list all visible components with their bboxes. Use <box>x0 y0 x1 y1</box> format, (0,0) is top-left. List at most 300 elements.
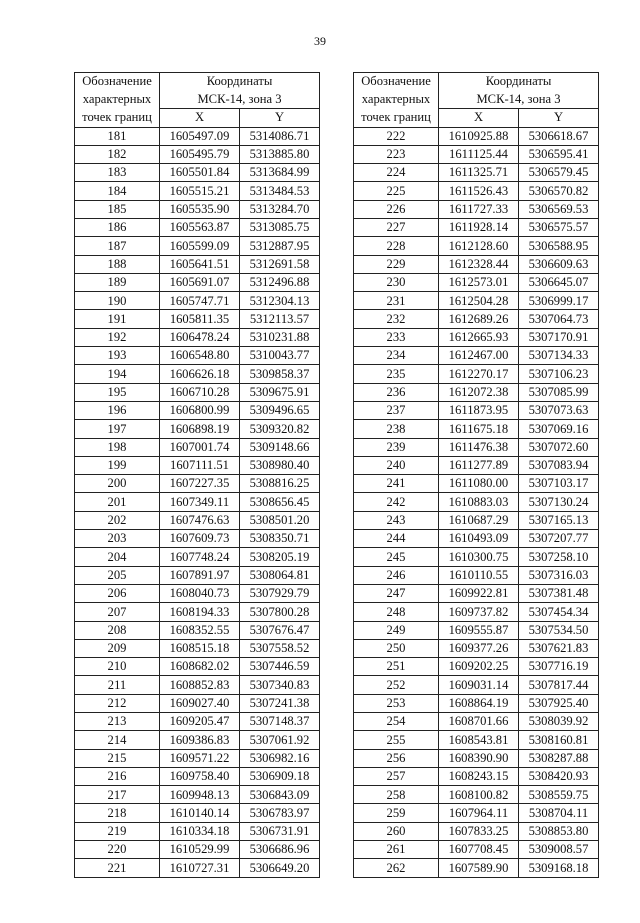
x-coordinate-cell: 1609205.47 <box>160 713 240 731</box>
point-number-cell: 219 <box>75 822 160 840</box>
y-coordinate-cell: 5306609.63 <box>519 255 599 273</box>
table-row <box>75 548 320 566</box>
y-coordinate-cell: 5308287.88 <box>519 749 599 767</box>
x-coordinate-cell: 1607708.45 <box>439 841 519 859</box>
table-row <box>75 859 320 877</box>
table-row <box>75 273 320 291</box>
point-number-cell: 202 <box>75 511 160 529</box>
table-row <box>354 621 599 639</box>
table-row <box>354 603 599 621</box>
x-coordinate-cell: 1610300.75 <box>439 548 519 566</box>
point-number-cell: 213 <box>75 713 160 731</box>
y-coordinate-cell: 5306570.82 <box>519 182 599 200</box>
x-coordinate-cell: 1609377.26 <box>439 639 519 657</box>
point-label-header-line1: Обозначение <box>354 73 439 91</box>
point-number-cell: 216 <box>75 767 160 785</box>
table-row <box>354 310 599 328</box>
table-row <box>75 749 320 767</box>
x-coordinate-cell: 1605563.87 <box>160 218 240 236</box>
coords-header-line1: Координаты <box>160 73 320 91</box>
y-coordinate-cell: 5313085.75 <box>240 218 320 236</box>
x-coordinate-cell: 1610110.55 <box>439 566 519 584</box>
y-coordinate-cell: 5306982.16 <box>240 749 320 767</box>
y-coordinate-cell: 5307454.34 <box>519 603 599 621</box>
point-number-cell: 257 <box>354 767 439 785</box>
table-row <box>75 530 320 548</box>
point-number-cell: 252 <box>354 676 439 694</box>
y-coordinate-cell: 5312887.95 <box>240 237 320 255</box>
point-number-cell: 195 <box>75 383 160 401</box>
y-coordinate-cell: 5308656.45 <box>240 493 320 511</box>
x-coordinate-cell: 1609555.87 <box>439 621 519 639</box>
point-number-cell: 228 <box>354 237 439 255</box>
y-coordinate-cell: 5310231.88 <box>240 328 320 346</box>
y-coordinate-cell: 5308039.92 <box>519 713 599 731</box>
point-number-cell: 208 <box>75 621 160 639</box>
table-row <box>354 145 599 163</box>
table-row <box>354 786 599 804</box>
x-coordinate-cell: 1607833.25 <box>439 822 519 840</box>
table-row <box>75 383 320 401</box>
y-coordinate-cell: 5314086.71 <box>240 127 320 145</box>
point-number-cell: 236 <box>354 383 439 401</box>
x-coordinate-cell: 1606548.80 <box>160 347 240 365</box>
y-coordinate-cell: 5307800.28 <box>240 603 320 621</box>
table-row <box>354 273 599 291</box>
x-coordinate-cell: 1609922.81 <box>439 584 519 602</box>
table-row <box>75 255 320 273</box>
point-number-cell: 215 <box>75 749 160 767</box>
table-row <box>75 200 320 218</box>
x-coordinate-cell: 1608194.33 <box>160 603 240 621</box>
point-number-cell: 197 <box>75 420 160 438</box>
y-coordinate-cell: 5308853.80 <box>519 822 599 840</box>
x-coordinate-cell: 1612328.44 <box>439 255 519 273</box>
y-coordinate-cell: 5307925.40 <box>519 694 599 712</box>
table-row <box>75 182 320 200</box>
point-number-cell: 258 <box>354 786 439 804</box>
point-number-cell: 229 <box>354 255 439 273</box>
point-number-cell: 220 <box>75 841 160 859</box>
x-header: X <box>439 109 519 128</box>
y-coordinate-cell: 5307064.73 <box>519 310 599 328</box>
table-row <box>354 255 599 273</box>
y-coordinate-cell: 5307258.10 <box>519 548 599 566</box>
table-row <box>354 658 599 676</box>
x-coordinate-cell: 1609031.14 <box>439 676 519 694</box>
point-number-cell: 241 <box>354 475 439 493</box>
table-row <box>354 383 599 401</box>
y-coordinate-cell: 5307621.83 <box>519 639 599 657</box>
x-coordinate-cell: 1608040.73 <box>160 584 240 602</box>
table-row <box>75 218 320 236</box>
x-coordinate-cell: 1612072.38 <box>439 383 519 401</box>
point-number-cell: 203 <box>75 530 160 548</box>
x-coordinate-cell: 1609202.25 <box>439 658 519 676</box>
x-coordinate-cell: 1609027.40 <box>160 694 240 712</box>
y-coordinate-cell: 5307446.59 <box>240 658 320 676</box>
y-coordinate-cell: 5308501.20 <box>240 511 320 529</box>
table-row <box>354 749 599 767</box>
x-coordinate-cell: 1606800.99 <box>160 401 240 419</box>
x-coordinate-cell: 1612128.60 <box>439 237 519 255</box>
x-coordinate-cell: 1607111.51 <box>160 456 240 474</box>
y-coordinate-cell: 5307716.19 <box>519 658 599 676</box>
y-coordinate-cell: 5307072.60 <box>519 438 599 456</box>
x-coordinate-cell: 1611675.18 <box>439 420 519 438</box>
y-coordinate-cell: 5307073.63 <box>519 401 599 419</box>
table-row <box>75 713 320 731</box>
table-row <box>75 401 320 419</box>
x-coordinate-cell: 1612689.26 <box>439 310 519 328</box>
y-coordinate-cell: 5307381.48 <box>519 584 599 602</box>
y-coordinate-cell: 5306645.07 <box>519 273 599 291</box>
y-coordinate-cell: 5306909.18 <box>240 767 320 785</box>
point-number-cell: 221 <box>75 859 160 877</box>
y-coordinate-cell: 5308160.81 <box>519 731 599 749</box>
point-number-cell: 262 <box>354 859 439 877</box>
table-row <box>354 530 599 548</box>
point-number-cell: 181 <box>75 127 160 145</box>
table-row <box>75 584 320 602</box>
point-number-cell: 237 <box>354 401 439 419</box>
y-coordinate-cell: 5309496.65 <box>240 401 320 419</box>
table-row <box>354 420 599 438</box>
point-number-cell: 210 <box>75 658 160 676</box>
x-coordinate-cell: 1609737.82 <box>439 603 519 621</box>
table-row <box>354 767 599 785</box>
y-coordinate-cell: 5306783.97 <box>240 804 320 822</box>
y-coordinate-cell: 5306686.96 <box>240 841 320 859</box>
x-coordinate-cell: 1611277.89 <box>439 456 519 474</box>
table-row <box>75 603 320 621</box>
y-coordinate-cell: 5308559.75 <box>519 786 599 804</box>
point-number-cell: 253 <box>354 694 439 712</box>
point-number-cell: 184 <box>75 182 160 200</box>
table-row <box>75 438 320 456</box>
point-number-cell: 246 <box>354 566 439 584</box>
table-row <box>354 804 599 822</box>
x-coordinate-cell: 1606710.28 <box>160 383 240 401</box>
x-coordinate-cell: 1612573.01 <box>439 273 519 291</box>
y-coordinate-cell: 5307083.94 <box>519 456 599 474</box>
x-coordinate-cell: 1607227.35 <box>160 475 240 493</box>
x-coordinate-cell: 1609571.22 <box>160 749 240 767</box>
page-number: 39 <box>314 34 326 48</box>
y-coordinate-cell: 5313684.99 <box>240 164 320 182</box>
x-coordinate-cell: 1612665.93 <box>439 328 519 346</box>
table-row <box>75 475 320 493</box>
point-number-cell: 222 <box>354 127 439 145</box>
point-number-cell: 185 <box>75 200 160 218</box>
point-number-cell: 247 <box>354 584 439 602</box>
y-coordinate-cell: 5306579.45 <box>519 164 599 182</box>
table-row <box>354 493 599 511</box>
point-number-cell: 231 <box>354 292 439 310</box>
y-coordinate-cell: 5307061.92 <box>240 731 320 749</box>
table-row <box>354 731 599 749</box>
table-row <box>354 218 599 236</box>
x-coordinate-cell: 1607001.74 <box>160 438 240 456</box>
table-row <box>75 639 320 657</box>
x-coordinate-cell: 1610529.99 <box>160 841 240 859</box>
x-coordinate-cell: 1609386.83 <box>160 731 240 749</box>
point-number-cell: 182 <box>75 145 160 163</box>
x-coordinate-cell: 1605599.09 <box>160 237 240 255</box>
y-coordinate-cell: 5313484.53 <box>240 182 320 200</box>
x-coordinate-cell: 1609758.40 <box>160 767 240 785</box>
x-coordinate-cell: 1610493.09 <box>439 530 519 548</box>
coords-header-line2: МСК-14, зона 3 <box>160 91 320 109</box>
point-number-cell: 206 <box>75 584 160 602</box>
y-coordinate-cell: 5308420.93 <box>519 767 599 785</box>
point-number-cell: 234 <box>354 347 439 365</box>
x-coordinate-cell: 1608390.90 <box>439 749 519 767</box>
point-number-cell: 235 <box>354 365 439 383</box>
table-row <box>354 475 599 493</box>
x-coordinate-cell: 1607964.11 <box>439 804 519 822</box>
x-coordinate-cell: 1608515.18 <box>160 639 240 657</box>
y-coordinate-cell: 5306731.91 <box>240 822 320 840</box>
x-coordinate-cell: 1610925.88 <box>439 127 519 145</box>
point-number-cell: 250 <box>354 639 439 657</box>
table-row <box>354 456 599 474</box>
y-header: Y <box>519 109 599 128</box>
x-coordinate-cell: 1607748.24 <box>160 548 240 566</box>
point-number-cell: 200 <box>75 475 160 493</box>
table-row <box>75 731 320 749</box>
y-coordinate-cell: 5307165.13 <box>519 511 599 529</box>
y-coordinate-cell: 5307085.99 <box>519 383 599 401</box>
x-coordinate-cell: 1605497.09 <box>160 127 240 145</box>
point-number-cell: 217 <box>75 786 160 804</box>
y-coordinate-cell: 5308980.40 <box>240 456 320 474</box>
point-label-header-line1: Обозначение <box>75 73 160 91</box>
point-number-cell: 188 <box>75 255 160 273</box>
x-header: X <box>160 109 240 128</box>
table-row <box>75 786 320 804</box>
table-row <box>354 584 599 602</box>
table-row <box>354 859 599 877</box>
y-coordinate-cell: 5313284.70 <box>240 200 320 218</box>
y-coordinate-cell: 5309858.37 <box>240 365 320 383</box>
point-label-header-line2: характерных <box>354 91 439 109</box>
x-coordinate-cell: 1605495.79 <box>160 145 240 163</box>
table-row <box>354 566 599 584</box>
point-number-cell: 230 <box>354 273 439 291</box>
x-coordinate-cell: 1608100.82 <box>439 786 519 804</box>
table-row <box>354 401 599 419</box>
x-coordinate-cell: 1612270.17 <box>439 365 519 383</box>
point-number-cell: 196 <box>75 401 160 419</box>
table-row <box>75 767 320 785</box>
table-row <box>75 566 320 584</box>
point-number-cell: 187 <box>75 237 160 255</box>
table-row <box>75 822 320 840</box>
y-coordinate-cell: 5309008.57 <box>519 841 599 859</box>
y-coordinate-cell: 5309168.18 <box>519 859 599 877</box>
y-coordinate-cell: 5307929.79 <box>240 584 320 602</box>
point-number-cell: 189 <box>75 273 160 291</box>
y-coordinate-cell: 5307134.33 <box>519 347 599 365</box>
y-coordinate-cell: 5307558.52 <box>240 639 320 657</box>
table-row <box>354 292 599 310</box>
x-coordinate-cell: 1608543.81 <box>439 731 519 749</box>
y-coordinate-cell: 5306575.57 <box>519 218 599 236</box>
table-row <box>75 493 320 511</box>
x-coordinate-cell: 1607476.63 <box>160 511 240 529</box>
y-coordinate-cell: 5307148.37 <box>240 713 320 731</box>
coords-header-line1: Координаты <box>439 73 599 91</box>
table-row <box>75 420 320 438</box>
y-coordinate-cell: 5307103.17 <box>519 475 599 493</box>
table-row <box>354 237 599 255</box>
x-coordinate-cell: 1611476.38 <box>439 438 519 456</box>
point-number-cell: 240 <box>354 456 439 474</box>
y-coordinate-cell: 5306999.17 <box>519 292 599 310</box>
table-row <box>354 639 599 657</box>
point-number-cell: 193 <box>75 347 160 365</box>
y-header: Y <box>240 109 320 128</box>
x-coordinate-cell: 1611080.00 <box>439 475 519 493</box>
coordinates-table-left <box>74 72 320 878</box>
table-row <box>75 310 320 328</box>
point-number-cell: 238 <box>354 420 439 438</box>
point-number-cell: 261 <box>354 841 439 859</box>
point-number-cell: 186 <box>75 218 160 236</box>
table-row <box>75 658 320 676</box>
point-number-cell: 207 <box>75 603 160 621</box>
x-coordinate-cell: 1611526.43 <box>439 182 519 200</box>
point-number-cell: 212 <box>75 694 160 712</box>
x-coordinate-cell: 1610727.31 <box>160 859 240 877</box>
x-coordinate-cell: 1605691.07 <box>160 273 240 291</box>
table-row <box>75 804 320 822</box>
y-coordinate-cell: 5307069.16 <box>519 420 599 438</box>
y-coordinate-cell: 5313885.80 <box>240 145 320 163</box>
point-number-cell: 248 <box>354 603 439 621</box>
x-coordinate-cell: 1609948.13 <box>160 786 240 804</box>
x-coordinate-cell: 1608701.66 <box>439 713 519 731</box>
point-number-cell: 256 <box>354 749 439 767</box>
point-number-cell: 183 <box>75 164 160 182</box>
point-number-cell: 201 <box>75 493 160 511</box>
table-row <box>75 127 320 145</box>
y-coordinate-cell: 5310043.77 <box>240 347 320 365</box>
point-number-cell: 254 <box>354 713 439 731</box>
y-coordinate-cell: 5307130.24 <box>519 493 599 511</box>
x-coordinate-cell: 1611727.33 <box>439 200 519 218</box>
point-number-cell: 259 <box>354 804 439 822</box>
point-number-cell: 225 <box>354 182 439 200</box>
table-row <box>75 841 320 859</box>
y-coordinate-cell: 5307106.23 <box>519 365 599 383</box>
x-coordinate-cell: 1611873.95 <box>439 401 519 419</box>
point-number-cell: 198 <box>75 438 160 456</box>
table-row <box>354 182 599 200</box>
y-coordinate-cell: 5306618.67 <box>519 127 599 145</box>
y-coordinate-cell: 5312496.88 <box>240 273 320 291</box>
y-coordinate-cell: 5312691.58 <box>240 255 320 273</box>
table-row <box>354 694 599 712</box>
x-coordinate-cell: 1607589.90 <box>439 859 519 877</box>
point-number-cell: 191 <box>75 310 160 328</box>
y-coordinate-cell: 5306649.20 <box>240 859 320 877</box>
y-coordinate-cell: 5309148.66 <box>240 438 320 456</box>
point-number-cell: 205 <box>75 566 160 584</box>
x-coordinate-cell: 1608682.02 <box>160 658 240 676</box>
point-number-cell: 249 <box>354 621 439 639</box>
point-label-header-line3: точек границ <box>75 109 160 128</box>
point-number-cell: 226 <box>354 200 439 218</box>
x-coordinate-cell: 1612504.28 <box>439 292 519 310</box>
x-coordinate-cell: 1608352.55 <box>160 621 240 639</box>
y-coordinate-cell: 5307676.47 <box>240 621 320 639</box>
point-number-cell: 190 <box>75 292 160 310</box>
point-number-cell: 239 <box>354 438 439 456</box>
point-number-cell: 244 <box>354 530 439 548</box>
y-coordinate-cell: 5307340.83 <box>240 676 320 694</box>
point-number-cell: 209 <box>75 639 160 657</box>
coordinates-table-right <box>353 72 599 878</box>
x-coordinate-cell: 1611125.44 <box>439 145 519 163</box>
table-row <box>354 438 599 456</box>
x-coordinate-cell: 1610140.14 <box>160 804 240 822</box>
y-coordinate-cell: 5306595.41 <box>519 145 599 163</box>
x-coordinate-cell: 1605501.84 <box>160 164 240 182</box>
x-coordinate-cell: 1611928.14 <box>439 218 519 236</box>
table-body-left <box>75 127 320 877</box>
y-coordinate-cell: 5312304.13 <box>240 292 320 310</box>
table-row <box>354 548 599 566</box>
point-number-cell: 242 <box>354 493 439 511</box>
coords-header-line2: МСК-14, зона 3 <box>439 91 599 109</box>
y-coordinate-cell: 5308704.11 <box>519 804 599 822</box>
x-coordinate-cell: 1610334.18 <box>160 822 240 840</box>
x-coordinate-cell: 1607349.11 <box>160 493 240 511</box>
point-number-cell: 194 <box>75 365 160 383</box>
table-row <box>75 621 320 639</box>
table-row <box>354 713 599 731</box>
y-coordinate-cell: 5306588.95 <box>519 237 599 255</box>
y-coordinate-cell: 5308064.81 <box>240 566 320 584</box>
y-coordinate-cell: 5306569.53 <box>519 200 599 218</box>
point-number-cell: 199 <box>75 456 160 474</box>
table-row <box>354 841 599 859</box>
table-row <box>354 347 599 365</box>
point-number-cell: 243 <box>354 511 439 529</box>
point-number-cell: 260 <box>354 822 439 840</box>
y-coordinate-cell: 5306843.09 <box>240 786 320 804</box>
table-row <box>354 511 599 529</box>
table-row <box>354 365 599 383</box>
y-coordinate-cell: 5307316.03 <box>519 566 599 584</box>
table-row <box>354 127 599 145</box>
point-number-cell: 218 <box>75 804 160 822</box>
point-number-cell: 227 <box>354 218 439 236</box>
point-number-cell: 204 <box>75 548 160 566</box>
x-coordinate-cell: 1606898.19 <box>160 420 240 438</box>
point-number-cell: 192 <box>75 328 160 346</box>
point-number-cell: 232 <box>354 310 439 328</box>
table-row <box>354 200 599 218</box>
table-row <box>354 164 599 182</box>
table-row <box>75 347 320 365</box>
point-label-header-line3: точек границ <box>354 109 439 128</box>
point-number-cell: 251 <box>354 658 439 676</box>
y-coordinate-cell: 5307534.50 <box>519 621 599 639</box>
table-row <box>354 676 599 694</box>
